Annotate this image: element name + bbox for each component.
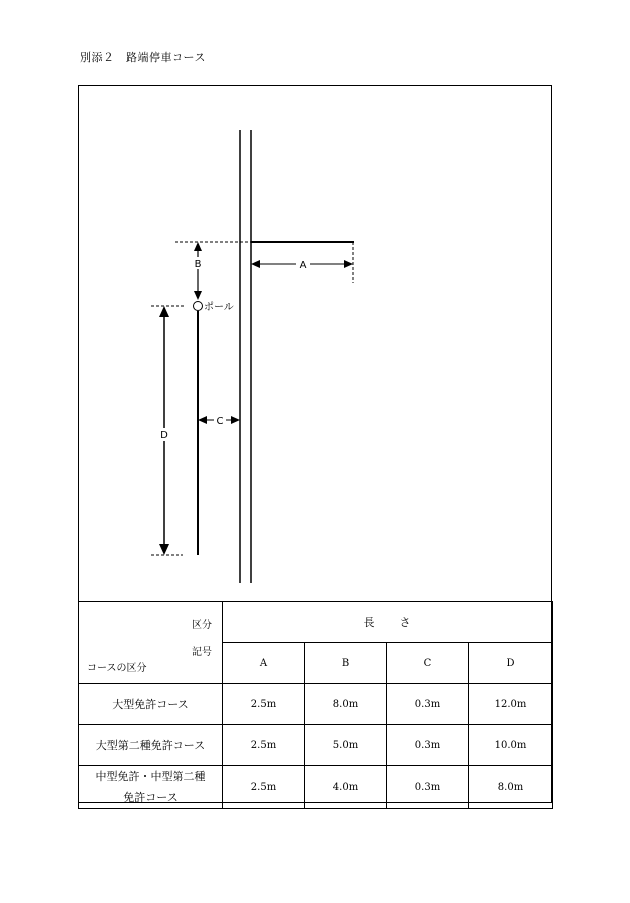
dimension-table <box>78 601 553 809</box>
cell-value: 0.3m <box>387 684 469 725</box>
column-header-d: D <box>469 643 553 684</box>
header-course-kubun: コースの区分 <box>87 663 147 674</box>
dimension-a-arrowhead-right <box>344 260 353 268</box>
cell-value: 0.3m <box>387 725 469 766</box>
dimension-a-arrowhead-left <box>251 260 260 268</box>
column-header-a: A <box>223 643 305 684</box>
cell-value: 12.0m <box>469 684 553 725</box>
cell-value: 2.5m <box>223 684 305 725</box>
cell-value: 4.0m <box>305 766 387 809</box>
cell-value: 0.3m <box>387 766 469 809</box>
table-row <box>79 684 553 725</box>
row-label: 大型第二種免許コース <box>79 725 223 766</box>
row-label <box>79 766 223 809</box>
header-length: 長 さ <box>223 602 553 643</box>
table-row <box>79 766 553 809</box>
cell-value: 2.5m <box>223 725 305 766</box>
dimension-c-arrowhead-right <box>231 416 240 424</box>
row-label-line2: 免許コース <box>123 791 178 804</box>
cell-value: 5.0m <box>305 725 387 766</box>
page-heading: 別添２ 路端停車コース <box>80 51 206 64</box>
table-row <box>79 725 553 766</box>
dimension-d-arrowhead-bottom <box>159 544 169 555</box>
header-kigo: 記号 <box>192 647 212 658</box>
header-kubun: 区分 <box>192 620 212 631</box>
dimension-c-arrowhead-left <box>198 416 207 424</box>
cell-value: 8.0m <box>305 684 387 725</box>
row-label-line1: 中型免許・中型第二種 <box>95 770 206 783</box>
dimension-d-label: D <box>160 430 168 441</box>
dimension-b-label: B <box>194 259 202 270</box>
cell-value: 8.0m <box>469 766 553 809</box>
dimension-b-arrowhead-bottom <box>194 291 202 300</box>
dimension-d-arrowhead-top <box>159 306 169 317</box>
dimension-b-arrowhead-top <box>194 242 202 251</box>
row-label: 大型免許コース <box>79 684 223 725</box>
cell-value: 2.5m <box>223 766 305 809</box>
course-diagram <box>79 86 551 601</box>
column-header-b: B <box>305 643 387 684</box>
dimension-c-label: C <box>216 416 224 427</box>
course-frame <box>78 85 552 803</box>
pole-marker <box>194 302 203 311</box>
table-corner-header <box>79 602 223 684</box>
cell-value: 10.0m <box>469 725 553 766</box>
dimension-a-label: A <box>299 260 307 271</box>
pole-label: ポール <box>204 302 234 313</box>
column-header-c: C <box>387 643 469 684</box>
